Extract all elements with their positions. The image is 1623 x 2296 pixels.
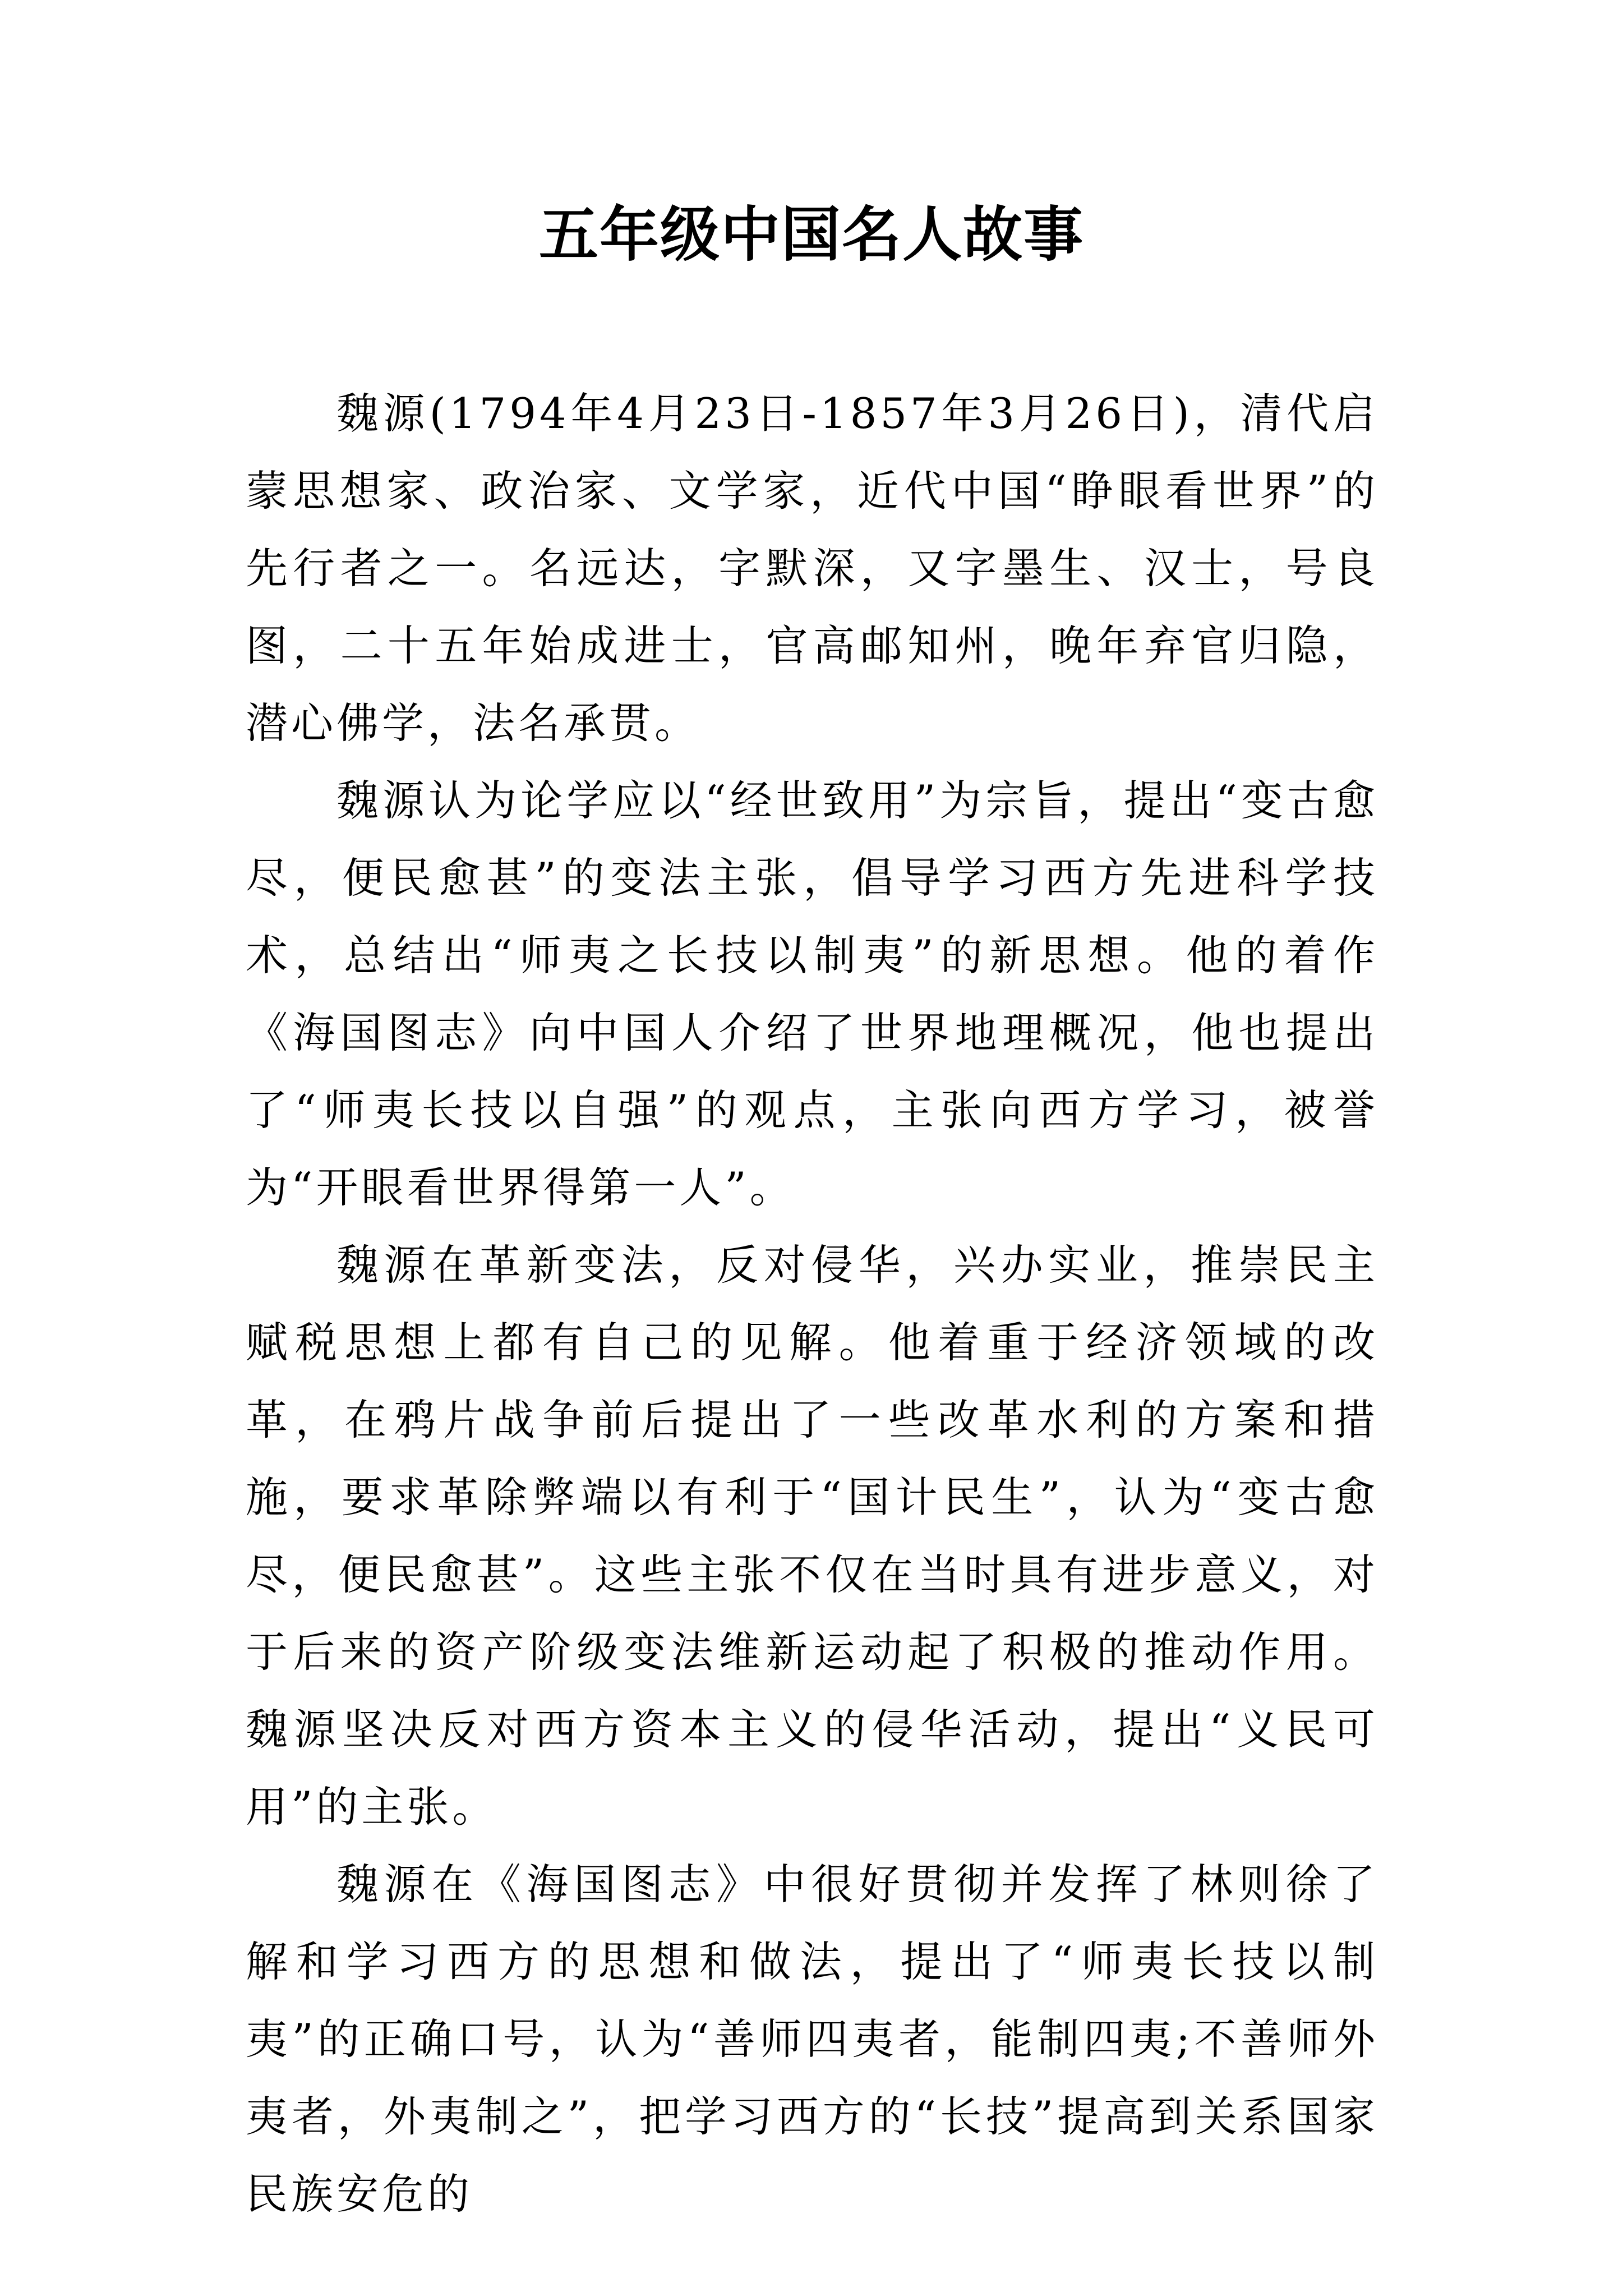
paragraph-2: 魏源认为论学应以“经世致用”为宗旨，提出“变古愈尽，便民愈甚”的变法主张，倡导学习西方先进科学技术，总结出“师夷之长技以制夷”的新思想。他的着作《海国图志》向中国人介绍了世界地理概况，他也提出了“师夷长技以自强”的观点，主张向西方学习，被誉为“开眼看世界得第一人”。 (246, 776, 1378, 1212)
paragraph-4: 魏源在《海国图志》中很好贯彻并发挥了林则徐了解和学习西方的思想和做法，提出了“师夷长技以制夷”的正确口号，认为“善师四夷者，能制四夷;不善师外夷者，外夷制之”，把学习西方的“长技”提高到关系国家民族安危的 (246, 1860, 1378, 2219)
paragraph-3: 魏源在革新变法，反对侵华，兴办实业，推崇民主赋税思想上都有自己的见解。他着重于经济领域的改革，在鸦片战争前后提出了一些改革水利的方案和措施，要求革除弊端以有利于“国计民生”，认为“变古愈尽，便民愈甚”。这些主张不仅在当时具有进步意义，对于后来的资产阶级变法维新运动起了积极的推动作用。魏源坚决反对西方资本主义的侵华活动，提出“义民可用”的主张。 (246, 1240, 1378, 1832)
document-body (246, 375, 1378, 2233)
paragraph-1: 魏源(1794年4月23日-1857年3月26日)，清代启蒙思想家、政治家、文学家，近代中国“睁眼看世界”的先行者之一。名远达，字默深，又字墨生、汉士，号良图，二十五年始成进士，官高邮知州，晚年弃官归隐，潜心佛学，法名承贯。 (246, 389, 1378, 748)
document-title: 五年级中国名人故事 (539, 199, 1084, 269)
